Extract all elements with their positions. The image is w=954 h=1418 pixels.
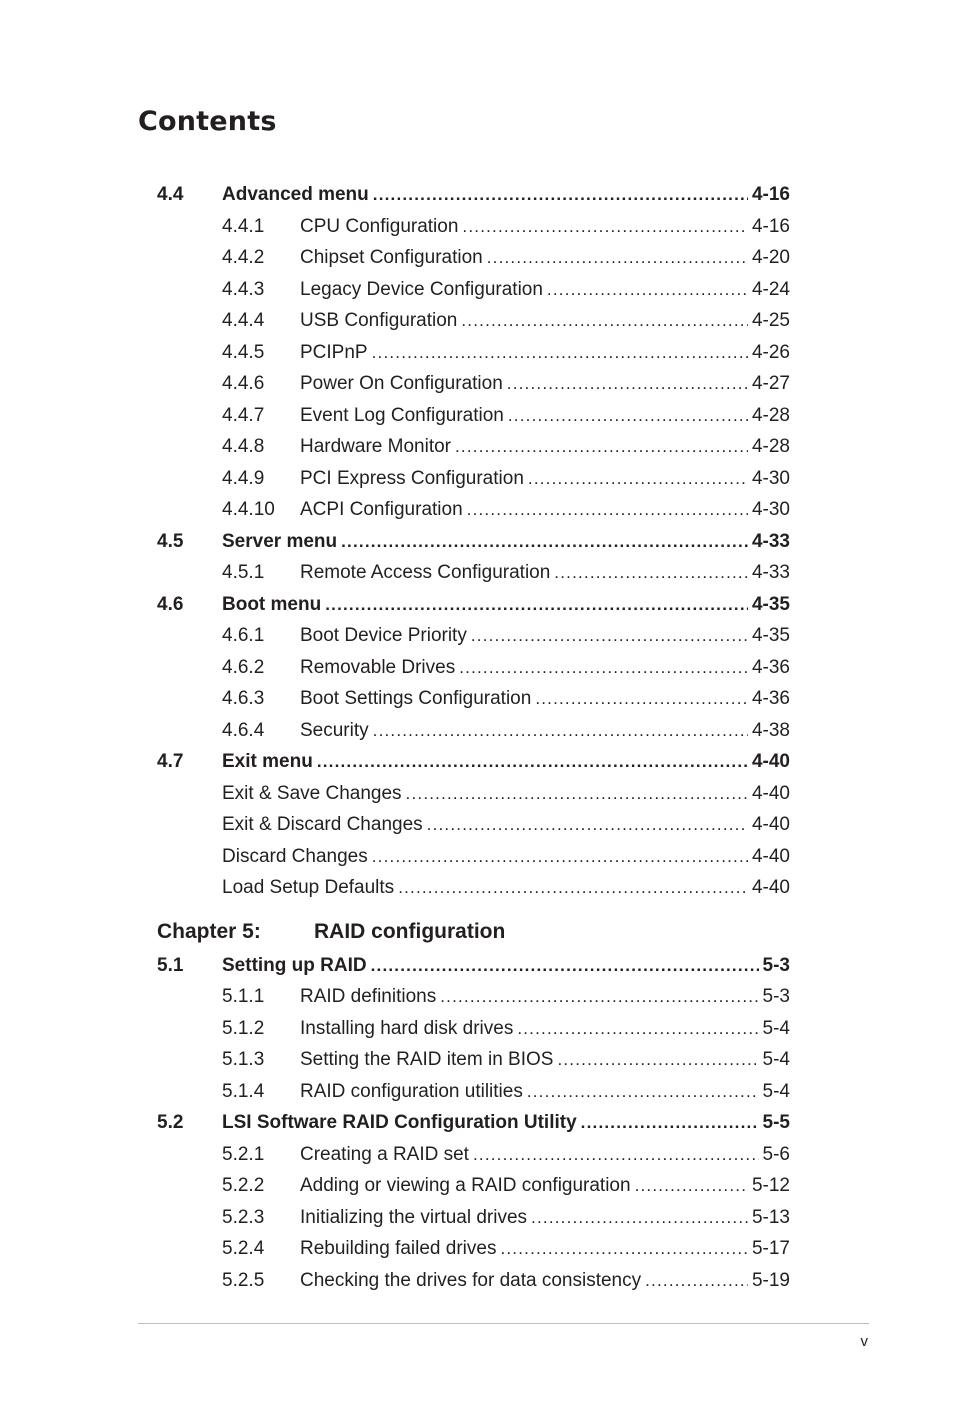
toc-entry[interactable] [157,494,790,526]
toc-entry-page: 4-33 [751,530,790,552]
toc-entry-line [222,872,790,904]
dot-leader [373,715,748,747]
toc-entry[interactable] [157,746,790,778]
toc-entry-line [300,1202,790,1234]
toc-entry[interactable] [157,1044,790,1076]
toc-entry[interactable] [157,809,790,841]
dot-leader [473,1139,759,1171]
toc-entry-number: 4.4.3 [222,278,265,300]
toc-entry[interactable] [157,242,790,274]
toc-entry[interactable] [157,683,790,715]
toc-entry-title: Discard Changes [222,841,372,873]
toc-entry[interactable] [157,1202,790,1234]
toc-entry[interactable] [157,431,790,463]
toc-entry[interactable] [157,1265,790,1297]
toc-entry-page: 5-17 [751,1238,790,1259]
toc-entry-title: Initializing the virtual drives [300,1202,531,1234]
toc-entry[interactable] [157,179,790,211]
toc-entry-number: 5.1.3 [222,1049,265,1070]
toc-entry-number: 5.2 [157,1112,184,1133]
toc-entry-number: 5.2.3 [222,1206,265,1228]
toc-entry-title: Security [300,715,373,747]
toc-entry[interactable] [157,841,790,873]
toc-entry-number: 4.6.1 [222,625,265,646]
toc-entry-line [300,1170,790,1202]
toc-entry-line [300,1076,790,1108]
toc-entry-title: ACPI Configuration [300,494,467,526]
dot-leader [427,809,748,841]
toc-entry-line [300,683,790,715]
toc-entry[interactable] [157,981,790,1013]
toc-entry-title: Checking the drives for data consistency [300,1265,645,1297]
dot-leader [507,368,748,400]
toc-entry-title: Exit menu [222,746,317,778]
dot-leader [635,1170,748,1202]
toc-entry-title: CPU Configuration [300,211,462,243]
toc-entry-line [222,589,790,621]
toc-entry[interactable] [157,950,790,982]
toc-entry-title: Event Log Configuration [300,400,508,432]
toc-entry-number: 4.5.1 [222,562,265,583]
toc-entry-line [300,337,790,369]
dot-leader [440,981,758,1013]
dot-leader [372,337,748,369]
toc-entry[interactable] [157,400,790,432]
toc-entry-line [300,400,790,432]
toc-entry[interactable] [157,1170,790,1202]
toc-entry-title: Load Setup Defaults [222,872,398,904]
toc-entry-title: Adding or viewing a RAID configuration [300,1170,635,1202]
toc-entry-title: Server menu [222,526,341,558]
toc-entry-line [222,179,790,211]
toc-entry-line [300,211,790,243]
toc-entry-line [300,1013,790,1045]
dot-leader [317,746,748,778]
toc-entry-number: 4.5 [157,530,184,552]
toc-entry-line [300,368,790,400]
toc-entry-title: Setting up RAID [222,950,371,982]
toc-entry-title: Hardware Monitor [300,431,455,463]
toc-entry-page: 5-4 [762,1080,790,1102]
toc-entry-line [222,526,790,558]
toc-entry-page: 4-16 [751,215,790,237]
toc-entry-title: RAID definitions [300,981,440,1013]
toc-entry-line [300,431,790,463]
toc-entry-line [300,274,790,306]
page-title: Contents [138,106,277,137]
toc-entry-line [300,620,790,652]
toc-entry-page: 5-13 [751,1206,790,1228]
dot-leader [459,652,748,684]
dot-leader [517,1013,758,1045]
toc-entry-page: 5-4 [762,1017,790,1039]
toc-entry-number: 4.7 [157,751,184,772]
toc-entry-page: 4-27 [751,373,790,394]
dot-leader [554,557,748,589]
dot-leader [372,841,748,873]
toc-entry-page: 4-36 [751,656,790,678]
toc-entry-line [300,305,790,337]
toc-entry[interactable] [157,1233,790,1265]
toc-entry-title: Installing hard disk drives [300,1013,517,1045]
toc-entry[interactable] [157,715,790,747]
toc-entry[interactable] [157,1013,790,1045]
toc-entry-title: Rebuilding failed drives [300,1233,500,1265]
footer-divider [138,1323,869,1324]
toc-entry-page: 5-6 [762,1143,790,1165]
toc-entry-line [222,1107,790,1139]
toc-entry-number: 4.4.4 [222,310,265,331]
toc-entry-title: RAID configuration utilities [300,1076,527,1108]
toc-entry-number: 5.2.1 [222,1143,265,1165]
toc-entry-title: Creating a RAID set [300,1139,473,1171]
toc-entry-line [300,1139,790,1171]
toc-entry[interactable] [157,589,790,621]
toc-entry-number: 5.1.4 [222,1080,265,1102]
toc-entry-page: 4-40 [751,814,790,835]
toc-entry-title: PCIPnP [300,337,372,369]
toc-entry-title: Exit & Save Changes [222,778,406,810]
toc-entry-number: 4.4.2 [222,247,265,268]
toc-entry-number: 5.2.4 [222,1238,265,1259]
toc-entry-title: LSI Software RAID Configuration Utility [222,1107,581,1139]
toc-entry-title: USB Configuration [300,305,461,337]
chapter-heading [157,904,790,950]
dot-leader [341,526,748,558]
toc-entry-title: Boot Settings Configuration [300,683,535,715]
dot-leader [325,589,748,621]
dot-leader [645,1265,748,1297]
toc-entry-page: 4-40 [751,845,790,867]
toc-entry-page: 4-26 [751,341,790,363]
toc-entry-number: 5.1.1 [222,986,265,1007]
toc-entry-page: 5-12 [751,1175,790,1196]
toc-entry[interactable] [157,463,790,495]
dot-leader [373,179,748,211]
toc-entry-line [222,950,790,982]
dot-leader [467,494,748,526]
toc-entry-page: 5-4 [762,1049,790,1070]
dot-leader [557,1044,758,1076]
toc-entry-number: 5.2.2 [222,1175,265,1196]
toc-entry-line [222,778,790,810]
toc-entry-number: 5.1 [157,954,184,976]
toc-entry[interactable] [157,337,790,369]
toc-entry-number: 4.4.9 [222,467,265,489]
toc-entry-number: 4.4.10 [222,499,275,520]
toc-entry-number: 4.4 [157,184,184,205]
toc-entry-line [222,809,790,841]
toc-entry-page: 4-40 [751,751,790,772]
toc-entry-line [222,746,790,778]
toc-entry-title: Remote Access Configuration [300,557,554,589]
dot-leader [500,1233,748,1265]
toc-entry-line [300,242,790,274]
toc-entry-number: 4.4.6 [222,373,265,394]
dot-leader [547,274,748,306]
toc-entry-title: Boot menu [222,589,325,621]
toc-entry-title: Removable Drives [300,652,459,684]
toc-entry-title: Exit & Discard Changes [222,809,427,841]
toc-entry-title: Boot Device Priority [300,620,471,652]
toc-entry-number: 4.4.1 [222,215,265,237]
dot-leader [527,1076,759,1108]
toc-entry[interactable] [157,778,790,810]
toc-entry-number: 4.6 [157,593,184,615]
toc-entry-page: 4-25 [751,310,790,331]
toc-entry[interactable] [157,557,790,589]
toc-entry-line [300,1233,790,1265]
table-of-contents [157,179,790,1296]
dot-leader [398,872,748,904]
toc-entry[interactable] [157,211,790,243]
toc-entry-line [222,841,790,873]
toc-section-chapter4 [157,179,790,904]
toc-entry-title: Advanced menu [222,179,373,211]
toc-entry-line [300,463,790,495]
toc-entry[interactable] [157,652,790,684]
toc-entry-line [300,494,790,526]
dot-leader [508,400,748,432]
toc-entry-number: 5.1.2 [222,1017,265,1039]
toc-entry-title: Setting the RAID item in BIOS [300,1044,557,1076]
toc-entry-page: 4-30 [751,499,790,520]
toc-entry-page: 4-38 [751,719,790,741]
dot-leader [528,463,748,495]
toc-entry[interactable] [157,1076,790,1108]
chapter-title: RAID configuration [314,919,506,943]
toc-entry-page: 4-33 [751,562,790,583]
toc-section-chapter5 [157,950,790,1297]
toc-entry[interactable] [157,620,790,652]
toc-entry[interactable] [157,274,790,306]
dot-leader [581,1107,759,1139]
toc-entry-line [300,652,790,684]
toc-entry-line [300,715,790,747]
dot-leader [535,683,748,715]
dot-leader [471,620,748,652]
toc-entry-number: 4.4.5 [222,341,265,363]
toc-entry-title: PCI Express Configuration [300,463,528,495]
toc-entry-title: Power On Configuration [300,368,507,400]
toc-entry-line [300,1044,790,1076]
toc-entry[interactable] [157,305,790,337]
dot-leader [487,242,748,274]
toc-entry[interactable] [157,368,790,400]
toc-entry-page: 5-3 [762,986,790,1007]
toc-entry-page: 4-28 [751,436,790,457]
toc-entry[interactable] [157,872,790,904]
toc-entry-title: Chipset Configuration [300,242,487,274]
toc-entry-page: 4-35 [751,593,790,615]
toc-entry-number: 4.6.4 [222,719,265,741]
toc-entry-page: 4-36 [751,688,790,709]
dot-leader [462,211,748,243]
toc-entry-line [300,557,790,589]
toc-entry-page: 4-20 [751,247,790,268]
dot-leader [531,1202,748,1234]
toc-entry-page: 4-40 [751,877,790,898]
toc-entry-page: 4-40 [751,782,790,804]
toc-entry[interactable] [157,526,790,558]
toc-entry-page: 5-3 [762,954,790,976]
toc-entry-line [300,981,790,1013]
toc-entry-page: 4-35 [751,625,790,646]
page-number: v [860,1333,868,1350]
toc-entry-line [300,1265,790,1297]
dot-leader [455,431,748,463]
dot-leader [461,305,748,337]
toc-entry-number: 4.6.3 [222,688,265,709]
toc-entry-number: 4.6.2 [222,656,265,678]
toc-entry-page: 5-5 [762,1112,790,1133]
toc-entry[interactable] [157,1139,790,1171]
toc-entry-number: 4.4.8 [222,436,265,457]
toc-entry-number: 4.4.7 [222,404,265,426]
toc-entry[interactable] [157,1107,790,1139]
toc-entry-page: 4-16 [751,184,790,205]
toc-entry-page: 4-28 [751,404,790,426]
toc-entry-number: 5.2.5 [222,1269,265,1291]
toc-entry-page: 5-19 [751,1269,790,1291]
dot-leader [371,950,759,982]
toc-entry-title: Legacy Device Configuration [300,274,547,306]
toc-entry-page: 4-30 [751,467,790,489]
toc-entry-page: 4-24 [751,278,790,300]
chapter-label: Chapter 5: [157,919,261,943]
dot-leader [406,778,748,810]
